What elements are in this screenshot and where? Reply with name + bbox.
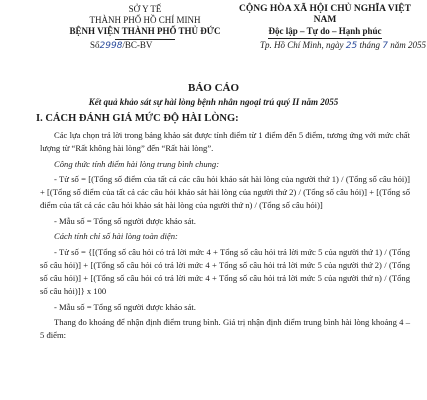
report-body: [40, 129, 410, 345]
issuing-agency-block: [50, 4, 240, 40]
overall-index-heading: Cách tính chỉ số hài lòng toàn diện:: [54, 231, 178, 242]
document-date: [260, 40, 426, 52]
section-heading: I. CÁCH ĐÁNH GIÁ MỨC ĐỘ HÀI LÒNG:: [36, 113, 239, 124]
average-numerator: - Tử số = [(Tổng số điểm của tất cả các câu hỏi khảo sát hài lòng của người thứ 1) / (Tổng số câu hỏi)] + [(Tổng số điểm của tất cả các câu hỏi khảo sát hài lòng của người thứ 2) / (Tổng số câu hỏi)] + [(Tổng số điểm của tất cả các câu hỏi khảo sát hài lòng của người thứ n) / (Tổng số câu hỏi)]: [40, 173, 410, 211]
report-subtitle: Kết quả khảo sát sự hài lòng bệnh nhân ngoại trú quý II năm 2055: [88, 97, 339, 107]
date-prefix: Tp. Hồ Chí Minh, ngày: [260, 40, 344, 50]
overall-numerator: - Tử số = {[(Tổng số câu hỏi có trả lời mức 4 + Tổng số câu hỏi trả lời mức 5 của người thứ 1) / (Tổng số câu hỏi)] + [(Tổng số câu hỏi có trả lời mức 4 + Tổng số câu hỏi trả lời mức 5 của người thứ 2) / (Tổng số câu hỏi)] + [(Tổng số câu hỏi có trả lời mức 4 + Tổng số câu hỏi trả lời mức 5 của người thứ n) / (Tổng số câu hỏi)]} x 100: [40, 246, 410, 297]
scoring-paragraph: Các lựa chọn trả lời trong bảng khảo sát được tính điểm từ 1 điểm đến 5 điểm, tương ứng với mức chất lượng từ “Rất không hài lòng” đến “Rất hài lòng”.: [40, 130, 410, 154]
average-denominator: - Mẫu số = Tổng số người được khảo sát.: [54, 215, 196, 226]
national-motto: Độc lập – Tự do – Hạnh phúc: [268, 26, 381, 39]
ref-prefix: Số: [90, 40, 100, 50]
date-year: năm 2055: [390, 40, 426, 50]
date-month-label: tháng: [359, 40, 380, 50]
scale-paragraph: Thang đo khoảng để nhận định điểm trung bình. Giá trị nhận định điểm trung bình hài lòng khoảng 4 – 5 điểm:: [40, 316, 410, 341]
department-name: SỞ Y TẾ: [128, 4, 162, 14]
document-reference: [90, 40, 152, 52]
overall-denominator: - Mẫu số = Tổng số người được khảo sát.: [54, 301, 196, 312]
nation-name: CỘNG HÒA XÃ HỘI CHỦ NGHĨA VIỆT NAM: [239, 4, 411, 25]
ref-number-handwritten: 2998: [99, 41, 123, 51]
ref-suffix: /BC-BV: [122, 40, 153, 50]
date-month-handwritten: 7: [382, 41, 388, 51]
average-formula-heading: Công thức tính điểm hài lòng trung bình chung:: [54, 158, 220, 169]
hospital-name: BỆNH VIỆN THÀNH PHỐ THỦ ĐỨC: [69, 26, 221, 36]
city-name: THÀNH PHỐ HỒ CHÍ MINH: [89, 15, 201, 25]
national-header-block: [230, 4, 420, 39]
report-title: BÁO CÁO: [187, 82, 240, 94]
date-day-handwritten: 25: [345, 41, 358, 51]
